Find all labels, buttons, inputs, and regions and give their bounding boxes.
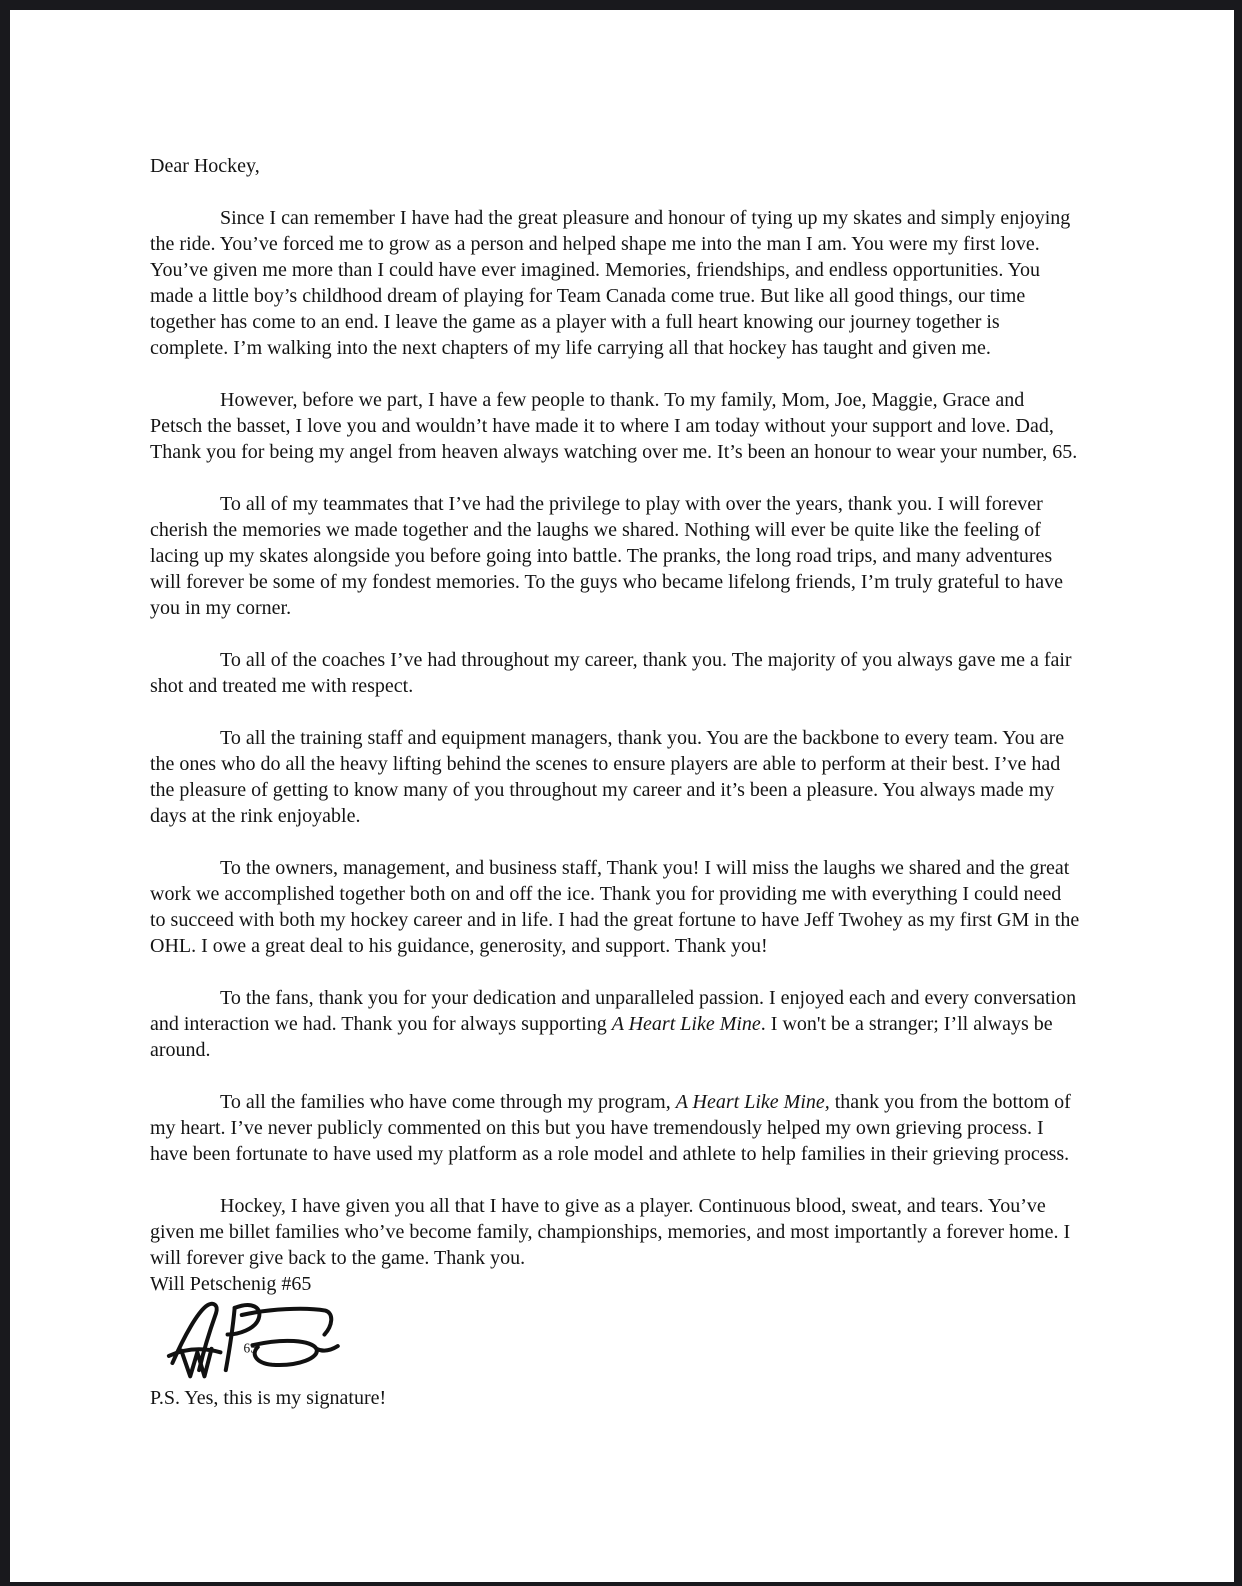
signature <box>156 1299 1080 1381</box>
text: To the owners, management, and business staff, Thank you! I will miss the laughs we shared and the great work we accomplished together both on and off the ice. Thank you for providing me with everything I could need to succeed with both my hockey career and in life. I had the great fortune to have Jeff Twohey as my first GM in the OHL. I owe a great deal to his guidance, generosity, and support. Thank you! <box>150 857 1080 957</box>
letter-body <box>150 205 1080 1271</box>
paragraph <box>150 725 1080 829</box>
paragraph <box>150 1089 1080 1167</box>
signoff-name: Will Petschenig #65 <box>150 1273 312 1295</box>
paragraph <box>150 855 1080 959</box>
paragraph <box>150 1193 1080 1271</box>
text: To all of the coaches I’ve had throughout my career, thank you. The majority of you always gave me a fair shot and treated me with respect. <box>150 649 1072 697</box>
text: However, before we part, I have a few people to thank. To my family, Mom, Joe, Maggie, Grace and Petsch the basset, I love you and wouldn’t have made it to where I am today without your support and love. Dad, Thank you for being my angel from heaven always watching over me. It’s been an honour to wear your number, 65. <box>150 389 1078 463</box>
text: . I won't be a stranger; I’ll always be around. <box>150 1013 1053 1061</box>
text: Since I can remember I have had the great pleasure and honour of tying up my skates and simply enjoying the ride. You’ve forced me to grow as a person and helped shape me into the man I am. You were my first love. You’ve given me more than I could have ever imagined. Memories, friendships, and endless opportunities. You made a little boy’s childhood dream of playing for Team Canada come true. But like all good things, our time together has come to an end. I leave the game as a player with a full heart knowing our journey together is complete. I’m walking into the next chapters of my life carrying all that hockey has taught and given me. <box>150 207 1071 359</box>
letter-content <box>150 153 1080 1411</box>
letter-page <box>10 10 1234 1582</box>
paragraph <box>150 491 1080 621</box>
text: Hockey, I have given you all that I have to give as a player. Continuous blood, sweat, and tears. You’ve given me billet families who’ve become family, championships, memories, and most importantly a forever home. I will forever give back to the game. Thank you. <box>150 1195 1071 1269</box>
signature-number: 65 <box>243 1340 257 1356</box>
paragraph <box>150 647 1080 699</box>
text: To all of my teammates that I’ve had the privilege to play with over the years, thank you. I will forever cherish the memories we made together and the laughs we shared. Nothing will ever be quite like the feeling of lacing up my skates alongside you before going into battle. The pranks, the long road trips, and many adventures will forever be some of my fondest memories. To the guys who became lifelong friends, I’m truly grateful to have you in my corner. <box>150 493 1063 619</box>
text: To the fans, thank you for your dedication and unparalleled passion. I enjoyed each and every conversation and interaction we had. Thank you for always supporting <box>150 987 1077 1035</box>
postscript: P.S. Yes, this is my signature! <box>150 1387 387 1409</box>
handwritten-signature-icon <box>156 1299 356 1379</box>
paragraph <box>150 985 1080 1063</box>
italic-text: A Heart Like Mine, <box>675 1091 830 1113</box>
text: To all the families who have come through my program, <box>220 1091 676 1113</box>
paragraph <box>150 205 1080 361</box>
salutation: Dear Hockey, <box>150 155 260 177</box>
italic-text: A Heart Like Mine <box>611 1013 761 1035</box>
text: thank you from the bottom of my heart. I’ve never publicly commented on this but you have tremendously helped my own grieving process. I have been fortunate to have used my platform as a role model and athlete to help families in their grieving process. <box>150 1091 1071 1165</box>
text: To all the training staff and equipment managers, thank you. You are the backbone to every team. You are the ones who do all the heavy lifting behind the scenes to ensure players are able to perform at their best. I’ve had the pleasure of getting to know many of you throughout my career and it’s been a pleasure. You always made my days at the rink enjoyable. <box>150 727 1065 827</box>
paragraph <box>150 387 1080 465</box>
